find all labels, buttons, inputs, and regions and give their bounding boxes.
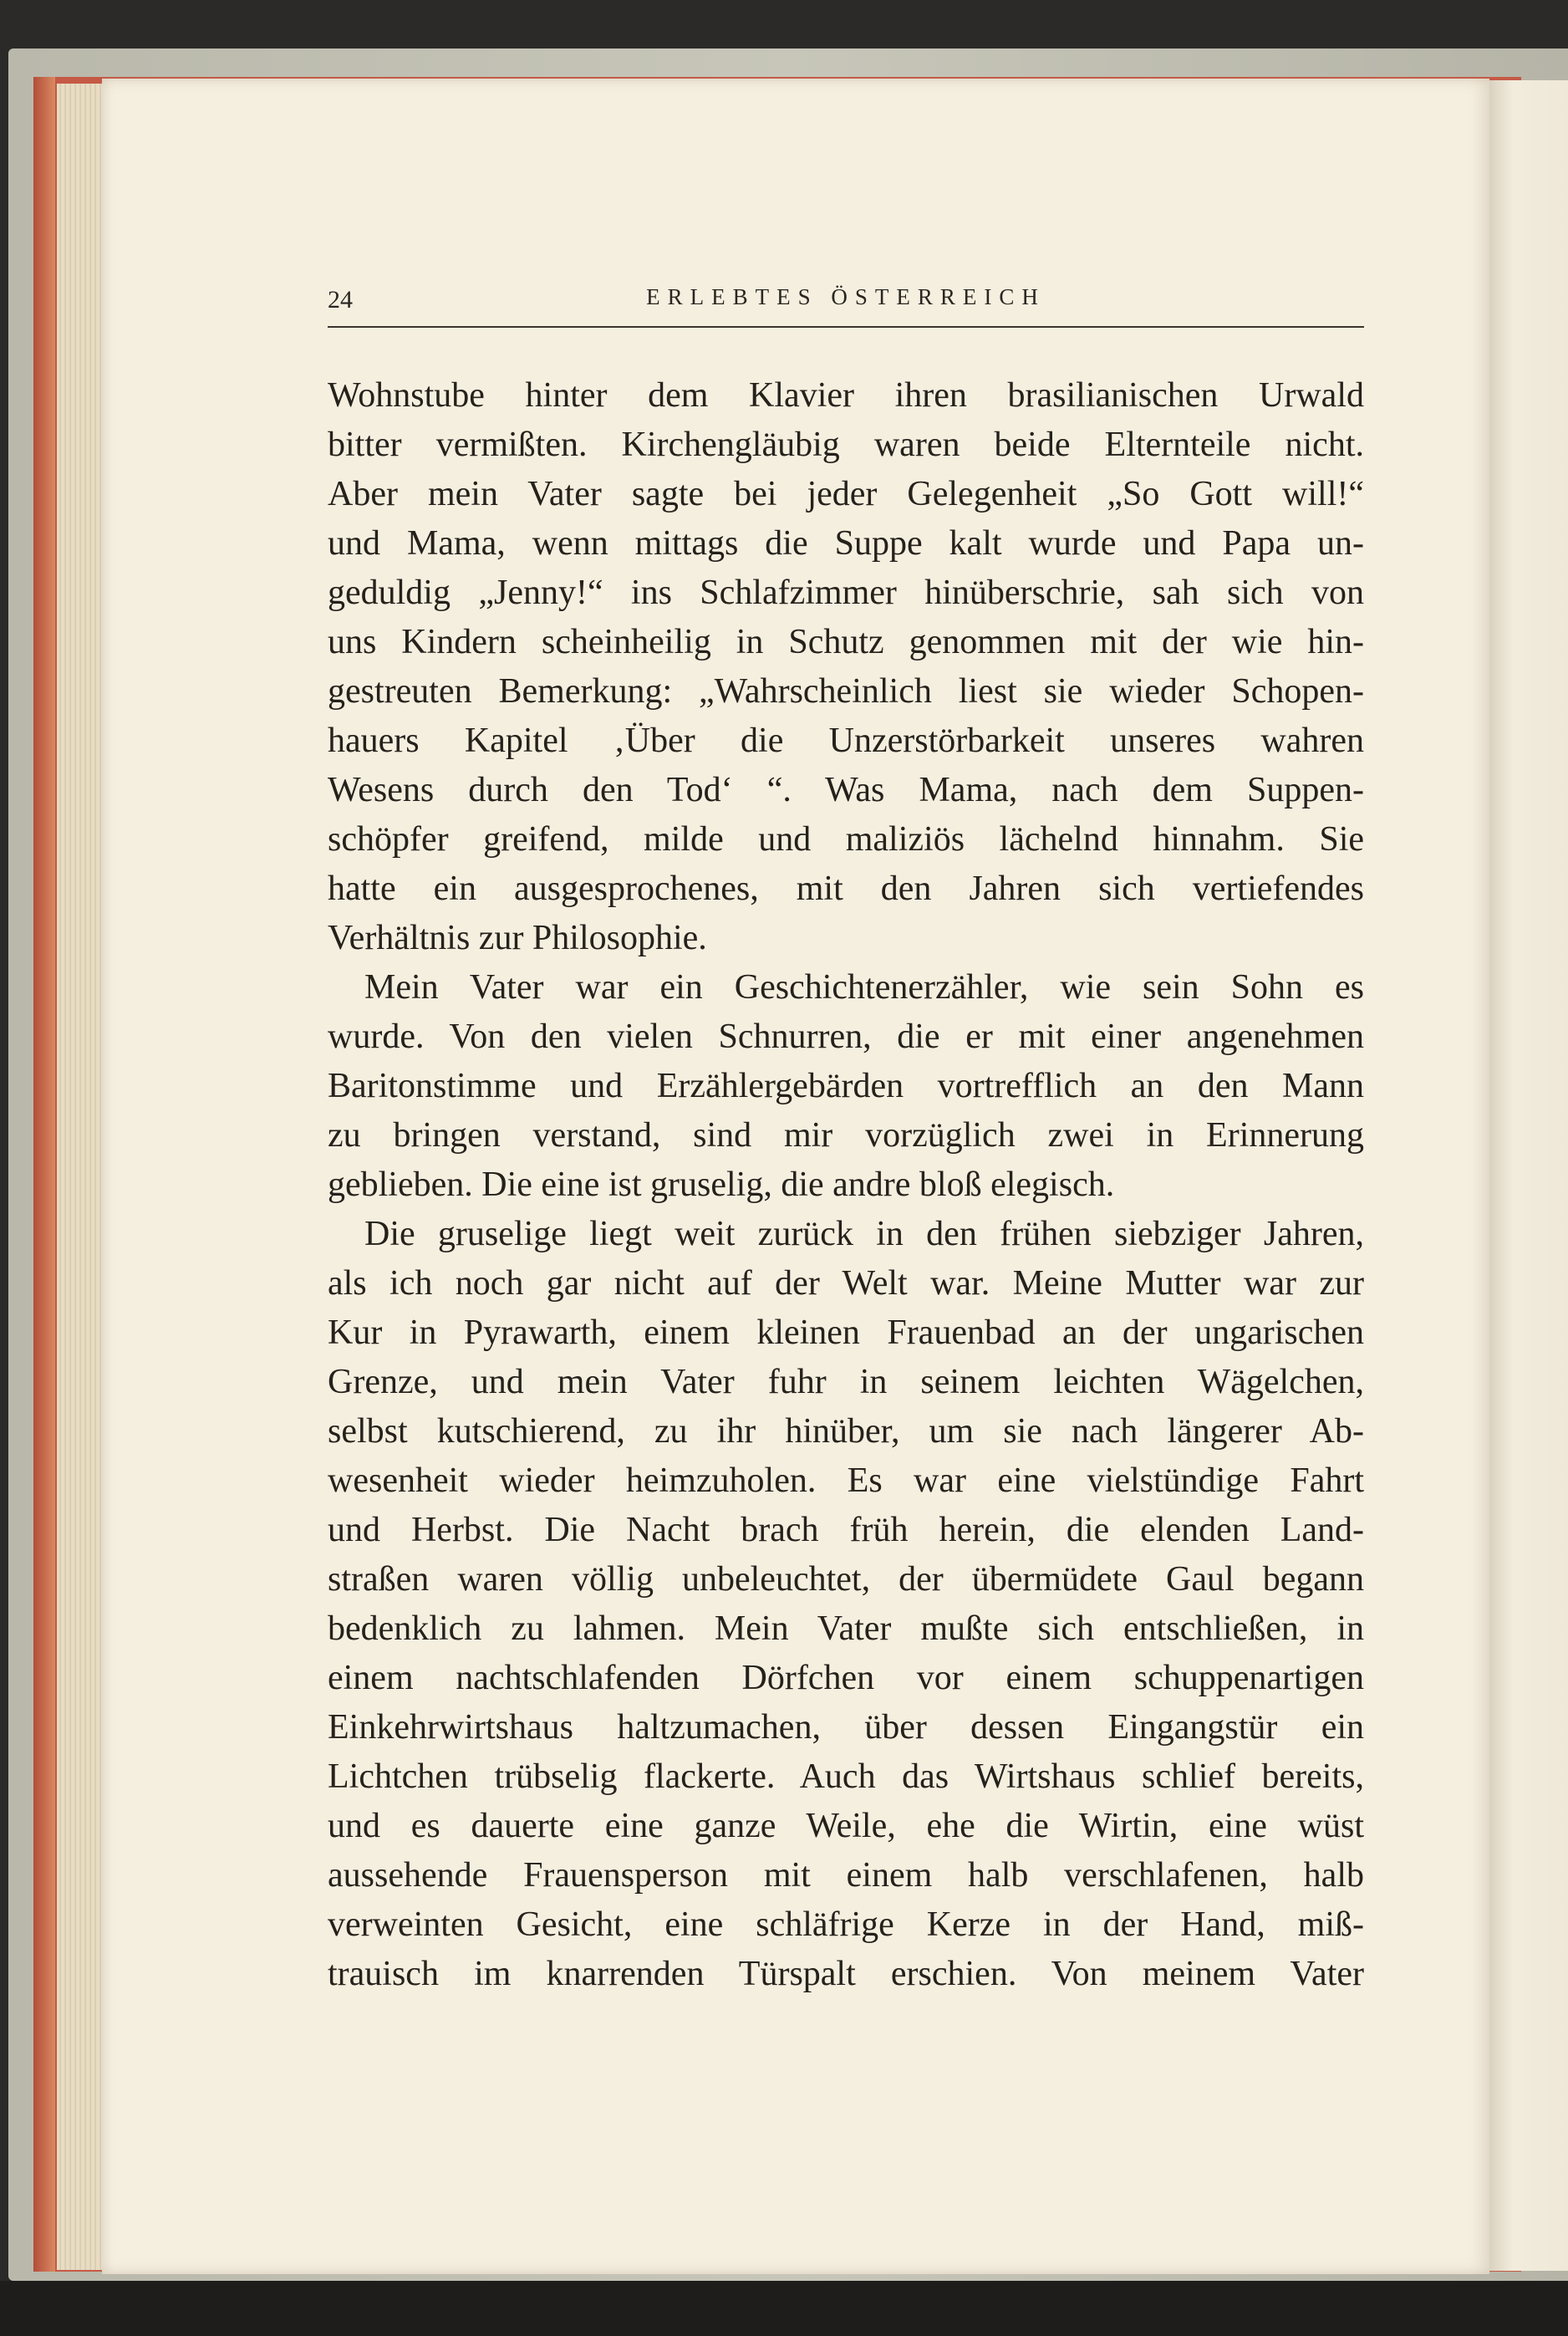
- text-line: zu bringen verstand, sind mir vorzüglich zwei in Erinnerung: [328, 1116, 1364, 1155]
- body-text: [328, 371, 1364, 1999]
- text-line: Verhältnis zur Philosophie.: [328, 919, 707, 957]
- text-line: Wohnstube hinter dem Klavier ihren brasilianischen Urwald: [328, 376, 1364, 415]
- text-line: Wesens durch den Tod‘ “. Was Mama, nach dem Suppen-: [328, 771, 1364, 809]
- text-line: bedenklich zu lahmen. Mein Vater mußte sich entschließen, in: [328, 1609, 1364, 1648]
- text-line: Baritonstimme und Erzählergebärden vortrefflich an den Mann: [328, 1067, 1364, 1105]
- text-line: Einkehrwirtshaus haltzumachen, über dessen Eingangstür ein: [328, 1708, 1364, 1747]
- page-number: 24: [328, 286, 353, 314]
- background-bottom: [0, 2281, 1568, 2336]
- running-title: ERLEBTES ÖSTERREICH: [646, 284, 1046, 309]
- text-line: geduldig „Jenny!“ ins Schlafzimmer hinüberschrie, sah sich von: [328, 574, 1364, 612]
- text-line: selbst kutschierend, zu ihr hinüber, um sie nach längerer Ab-: [328, 1412, 1364, 1451]
- text-line: Die gruselige liegt weit zurück in den frühen siebziger Jahren,: [364, 1215, 1364, 1253]
- text-line: hatte ein ausgesprochenes, mit den Jahren sich vertiefendes: [328, 870, 1364, 908]
- text-line: und Herbst. Die Nacht brach früh herein, die elenden Land-: [328, 1511, 1364, 1549]
- text-line: als ich noch gar nicht auf der Welt war. Meine Mutter war zur: [328, 1264, 1364, 1303]
- text-line: Grenze, und mein Vater fuhr in seinem leichten Wägelchen,: [328, 1363, 1364, 1401]
- text-line: bitter vermißten. Kirchengläubig waren beide Elternteile nicht.: [328, 426, 1364, 464]
- text-line: hauers Kapitel ‚Über die Unzerstörbarkeit unseres wahren: [328, 722, 1364, 760]
- header-rule: [328, 326, 1364, 328]
- text-line: schöpfer greifend, milde und maliziös lächelnd hinnahm. Sie: [328, 820, 1364, 859]
- text-line: Kur in Pyrawarth, einem kleinen Frauenbad an der ungarischen: [328, 1313, 1364, 1352]
- text-line: und Mama, wenn mittags die Suppe kalt wurde und Papa un-: [328, 524, 1364, 563]
- text-line: geblieben. Die eine ist gruselig, die andre bloß elegisch.: [328, 1165, 1115, 1204]
- text-line: Aber mein Vater sagte bei jeder Gelegenheit „So Gott will!“: [328, 475, 1364, 513]
- facing-page-edge: [1489, 80, 1568, 2271]
- running-head: [328, 281, 1364, 323]
- text-line: gestreuten Bemerkung: „Wahrscheinlich liest sie wieder Schopen-: [328, 672, 1364, 711]
- text-line: aussehende Frauensperson mit einem halb verschlafenen, halb: [328, 1856, 1364, 1895]
- text-line: Lichtchen trübselig flackerte. Auch das Wirtshaus schlief bereits,: [328, 1757, 1364, 1796]
- red-page-edge: [33, 77, 55, 2272]
- text-line: Mein Vater war ein Geschichtenerzähler, wie sein Sohn es: [364, 968, 1364, 1007]
- text-line: einem nachtschlafenden Dörfchen vor einem schuppenartigen: [328, 1659, 1364, 1697]
- text-line: trauisch im knarrenden Türspalt erschien. Von meinem Vater: [328, 1955, 1364, 1993]
- text-line: straßen waren völlig unbeleuchtet, der übermüdete Gaul begann: [328, 1560, 1364, 1599]
- text-line: wurde. Von den vielen Schnurren, die er mit einer angenehmen: [328, 1018, 1364, 1056]
- text-line: uns Kindern scheinheilig in Schutz genommen mit der wie hin-: [328, 623, 1364, 661]
- text-line: verweinten Gesicht, eine schläfrige Kerze in der Hand, miß-: [328, 1905, 1364, 1944]
- text-line: und es dauerte eine ganze Weile, ehe die Wirtin, eine wüst: [328, 1807, 1364, 1845]
- text-line: wesenheit wieder heimzuholen. Es war eine vielstündige Fahrt: [328, 1461, 1364, 1500]
